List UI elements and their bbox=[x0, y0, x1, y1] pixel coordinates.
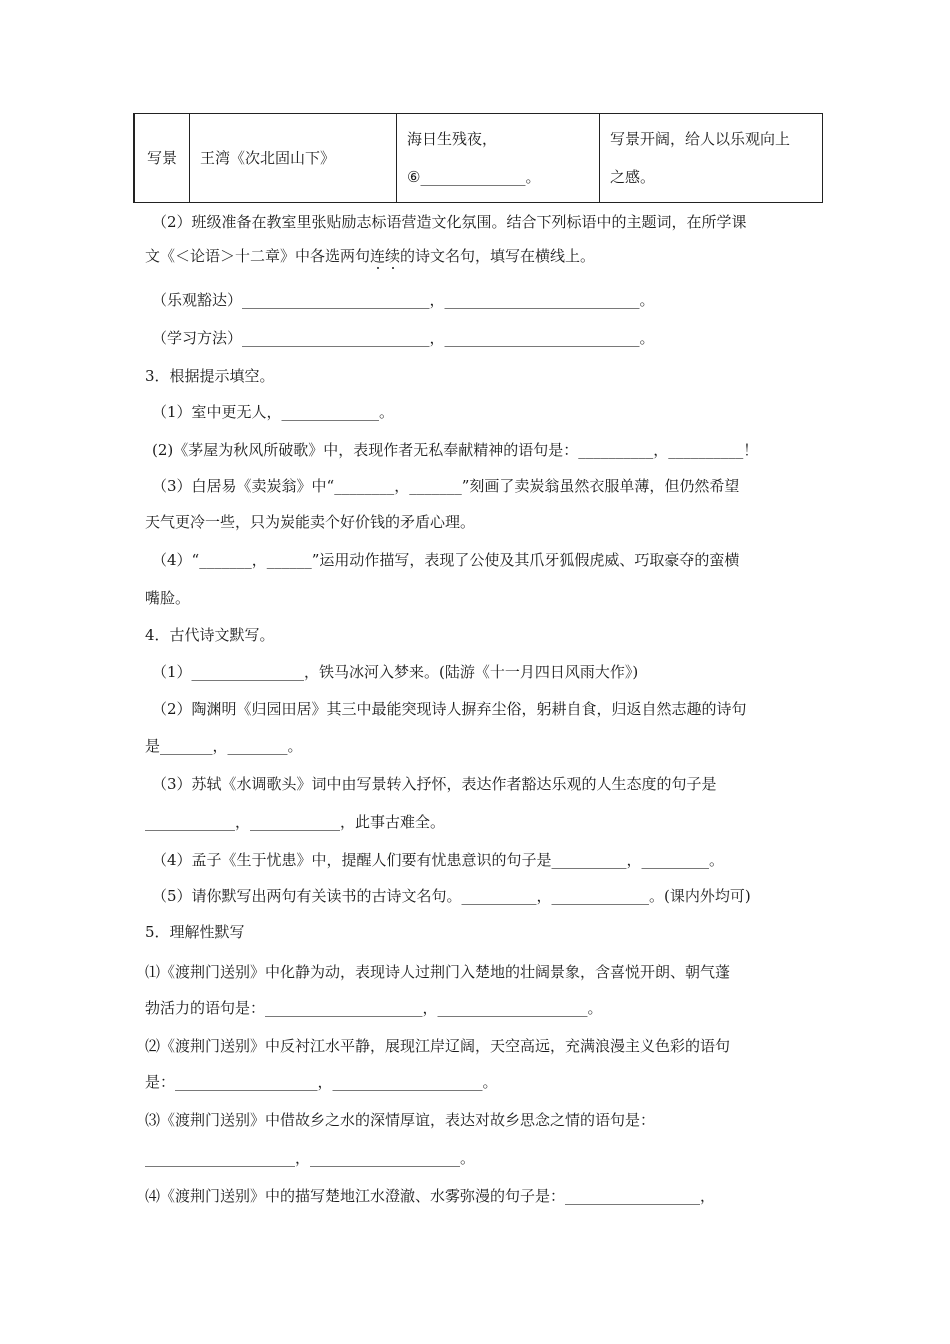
table-cell-comment bbox=[600, 114, 823, 203]
fill-blank-line: 是：___________________，____________________。 bbox=[145, 1073, 498, 1091]
fill-blank-line: ____________________，____________________。 bbox=[145, 1149, 476, 1167]
fill-blank-line: （5）请你默写出两句有关读书的古诗文名句。__________，_____________。(课内外均可) bbox=[152, 887, 751, 905]
fill-blank-line: 勃活力的语句是：_____________________，____________________。 bbox=[145, 999, 603, 1017]
question-title: 5．理解性默写 bbox=[145, 923, 245, 941]
paragraph-line: （3）苏轼《水调歌头》词中由写景转入抒怀，表达作者豁达乐观的人生态度的句子是 bbox=[152, 775, 717, 793]
paragraph-line: （2）陶渊明《归园田居》其三中最能突现诗人摒弃尘俗，躬耕自食，归返自然志趣的诗句 bbox=[152, 700, 747, 718]
cell-line: 之感。 bbox=[610, 168, 656, 186]
cell-line: 写景开阔，给人以乐观向上 bbox=[610, 130, 791, 148]
text-span: 的诗文名句，填写在横线上。 bbox=[400, 247, 596, 265]
text-span: 文《＜论语＞十二章》中各选两句 bbox=[145, 247, 371, 265]
paragraph-line: ⑴《渡荆门送别》中化静为动，表现诗人过荆门入楚地的壮阔景象，含喜悦开朗、朝气蓬 bbox=[145, 963, 731, 981]
paragraph-line bbox=[145, 246, 595, 266]
table-cell-poem bbox=[190, 114, 397, 203]
cell-text: 王湾《次北固山下》 bbox=[200, 149, 336, 167]
fill-blank-line: （1）室中更无人，_____________。 bbox=[152, 403, 395, 421]
question-title: 3．根据提示填空。 bbox=[145, 367, 275, 385]
paragraph-line: ⑵《渡荆门送别》中反衬江水平静，展现江岸辽阔，天空高远，充满浪漫主义色彩的语句 bbox=[145, 1037, 731, 1055]
fill-blank-line: (2)《茅屋为秋风所破歌》中，表现作者无私奉献精神的语句是：__________，__________！ bbox=[152, 441, 759, 459]
fill-blank-line: （3）白居易《卖炭翁》中“________，_______”刻画了卖炭翁虽然衣服单薄，但仍然希望 bbox=[152, 477, 740, 495]
cell-line: ⑥______________。 bbox=[407, 168, 541, 186]
table-cell-verse bbox=[397, 114, 600, 203]
fill-blank-line: （4）孟子《生于忧患》中，提醒人们要有忧患意识的句子是__________，_________。 bbox=[152, 851, 725, 869]
fill-blank-line: （1）_______________，铁马冰河入梦来。(陆游《十一月四日风雨大作》) bbox=[152, 663, 639, 681]
emphasis-mark: 连 bbox=[370, 247, 386, 265]
paragraph-line: （2）班级准备在教室里张贴励志标语营造文化氛围。结合下列标语中的主题词，在所学课 bbox=[152, 213, 747, 231]
fill-blank-line: （学习方法）_________________________，__________________________。 bbox=[152, 329, 655, 347]
fill-blank-line: ____________，____________，此事古难全。 bbox=[145, 813, 446, 831]
paragraph-line: ⑶《渡荆门送别》中借故乡之水的深情厚谊，表达对故乡思念之情的语句是： bbox=[145, 1111, 656, 1129]
cell-line: 海日生残夜， bbox=[407, 130, 498, 148]
question-title: 4．古代诗文默写。 bbox=[145, 626, 275, 644]
poem-table bbox=[133, 113, 823, 203]
fill-blank-line: （乐观豁达）_________________________，__________________________。 bbox=[152, 291, 655, 309]
cell-text: 写景 bbox=[147, 149, 178, 167]
table-cell-category bbox=[134, 114, 190, 203]
fill-blank-line: ⑷《渡荆门送别》中的描写楚地江水澄澈、水雾弥漫的句子是：__________________， bbox=[145, 1187, 716, 1205]
fill-blank-line: 是_______，________。 bbox=[145, 737, 303, 755]
fill-blank-line: （4）“_______，______”运用动作描写，表现了公使及其爪牙狐假虎威、巧取豪夺的蛮横 bbox=[152, 551, 740, 569]
emphasis-mark: 续 bbox=[385, 247, 401, 265]
paragraph-line: 嘴脸。 bbox=[145, 589, 191, 607]
paragraph-line: 天气更冷一些，只为炭能卖个好价钱的矛盾心理。 bbox=[145, 513, 476, 531]
table-row bbox=[134, 114, 823, 203]
